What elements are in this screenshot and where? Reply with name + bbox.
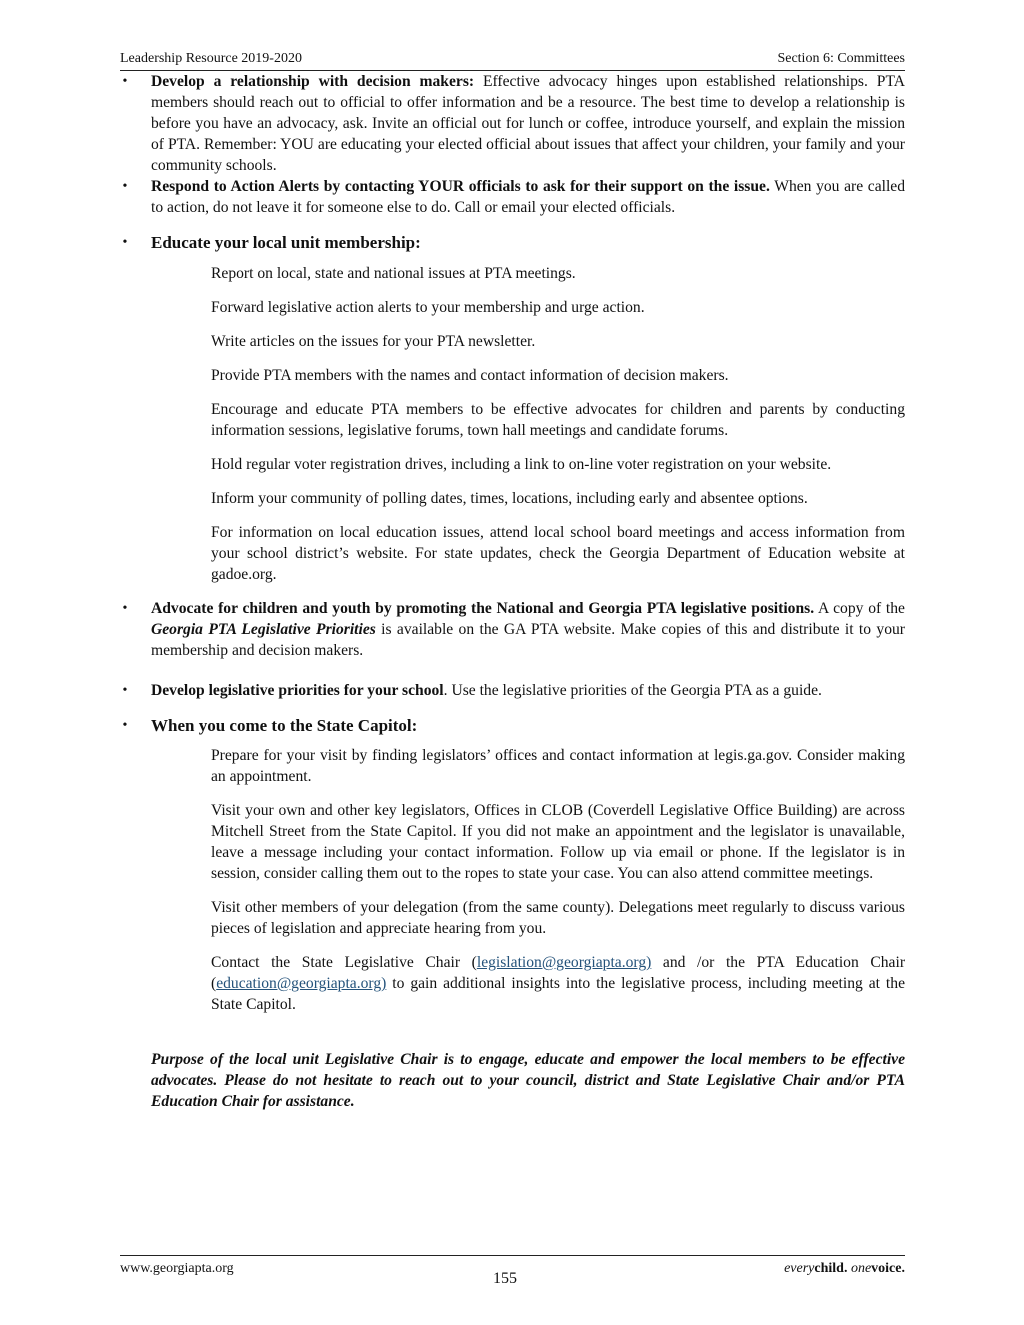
sub-item-text: Hold regular voter registration drives, including a link to on-line voter registration on your website. [211, 456, 832, 473]
sub-item [120, 454, 905, 475]
footer-tagline: everychild. onevoice. [784, 1261, 905, 1276]
bullet-decision-makers [120, 71, 905, 176]
sub-item [120, 331, 905, 352]
sub-item-text: Report on local, state and national issues at PTA meetings. [211, 265, 576, 282]
sub-item-text: Contact the State Legislative Chair ( [211, 954, 477, 971]
sub-item-text: Write articles on the issues for your PTA newsletter. [211, 333, 536, 350]
bullet-icon: • [122, 179, 128, 194]
bullet-school-priorities [120, 680, 905, 701]
bullet-icon: • [122, 601, 128, 616]
sub-item-text: Prepare for your visit by finding legislators’ offices and contact information at legis.ga.gov. Consider making an appointment. [211, 747, 905, 785]
bullet-heading: Develop a relationship with decision makers: [151, 73, 475, 90]
sub-item-text: to gain additional insights into the legislative process, including meeting at the State Capitol. [211, 975, 905, 1013]
bullet-advocate-positions [120, 598, 905, 661]
sub-item [120, 399, 905, 441]
bullet-icon: • [122, 683, 128, 698]
sub-item-text: and /or the PTA Education Chair ( [211, 954, 906, 992]
footer-website: www.georgiapta.org [120, 1261, 234, 1276]
legislation-email-link[interactable]: legislation@georgiapta.org) [476, 954, 652, 971]
publication-title: Georgia PTA Legislative Priorities [151, 621, 376, 638]
sub-item [120, 297, 905, 318]
sub-item [120, 745, 905, 787]
sub-item [120, 800, 905, 884]
sub-item-text: For information on local education issues, attend local school board meetings and access information from your school district’s website. For state updates, check the Georgia Department of Education website at gadoe.org. [211, 524, 905, 583]
bullet-heading: Advocate for children and youth by promoting the National and Georgia PTA legislative positions. [151, 600, 815, 617]
bullet-icon: • [122, 74, 128, 89]
sub-item-text: Visit other members of your delegation (from the same county). Delegations meet regularly to discuss various pieces of legislation and appreciate hearing from you. [211, 899, 905, 937]
bullet-icon: • [122, 235, 128, 250]
bullet-state-capitol [120, 715, 905, 737]
sub-item-text: Forward legislative action alerts to your membership and urge action. [211, 299, 645, 316]
header-section-title: Section 6: Committees [777, 51, 905, 66]
bullet-text: Effective advocacy hinges upon established relationships. PTA members should reach out to official to offer information and be a resource. The best time to develop a relationship is before you have an advocacy, ask. Invite an official out for lunch or coffee, introduce yourself, and explain the mission of PTA. Remember: YOU are educating your elected official about issues that affect your children, your family and your community schools. [151, 73, 905, 174]
sub-item-text: Inform your community of polling dates, times, locations, including early and absentee options. [211, 490, 808, 507]
page-header [120, 50, 905, 71]
bullet-heading: Develop legislative priorities for your school [151, 682, 444, 699]
sub-item [120, 365, 905, 386]
page-number: 155 [493, 1270, 517, 1287]
sub-item [120, 263, 905, 284]
bullet-text: When you are called to action, do not leave it for someone else to do. Call or email your elected officials. [151, 178, 905, 216]
bullet-icon: • [122, 718, 128, 733]
sub-item-text: Provide PTA members with the names and contact information of decision makers. [211, 367, 729, 384]
sub-item [120, 952, 905, 1015]
bullet-educate-membership [120, 232, 905, 254]
header-document-title: Leadership Resource 2019-2020 [120, 51, 302, 66]
bullet-text: is available on the GA PTA website. Make copies of this and distribute it to your membership and decision makers. [151, 621, 905, 659]
bullet-action-alerts [120, 176, 905, 218]
page-footer [120, 1255, 905, 1301]
page-body [120, 71, 905, 1112]
bullet-text: . Use the legislative priorities of the Georgia PTA as a guide. [443, 682, 822, 699]
sub-item-text: Encourage and educate PTA members to be effective advocates for children and parents by conducting information sessions, legislative forums, town hall meetings and candidate forums. [211, 401, 905, 439]
bullet-heading: When you come to the State Capitol: [151, 716, 418, 735]
closing-statement: Purpose of the local unit Legislative Chair is to engage, educate and empower the local members to be effective advocates. Please do not hesitate to reach out to your council, district and State Legislative Chair and/or PTA Education Chair for assistance. [151, 1051, 905, 1110]
sub-item [120, 897, 905, 939]
bullet-heading: Educate your local unit membership: [151, 233, 421, 252]
sub-item [120, 522, 905, 585]
education-email-link[interactable]: education@georgiapta.org) [216, 975, 387, 992]
bullet-text: A copy of the [814, 600, 905, 617]
sub-item-text: Visit your own and other key legislators, Offices in CLOB (Coverdell Legislative Office Building) are across Mitchell Street from the State Capitol. If you did not make an appointment and the legislator is unavailable, leave a message including your contact information. Follow up via email or phone. If the legislator is in session, consider calling them out to the ropes to state your case. You can also attend committee meetings. [211, 802, 905, 882]
sub-item [120, 488, 905, 509]
bullet-heading: Respond to Action Alerts by contacting YOUR officials to ask for their support on the issue. [151, 178, 770, 195]
